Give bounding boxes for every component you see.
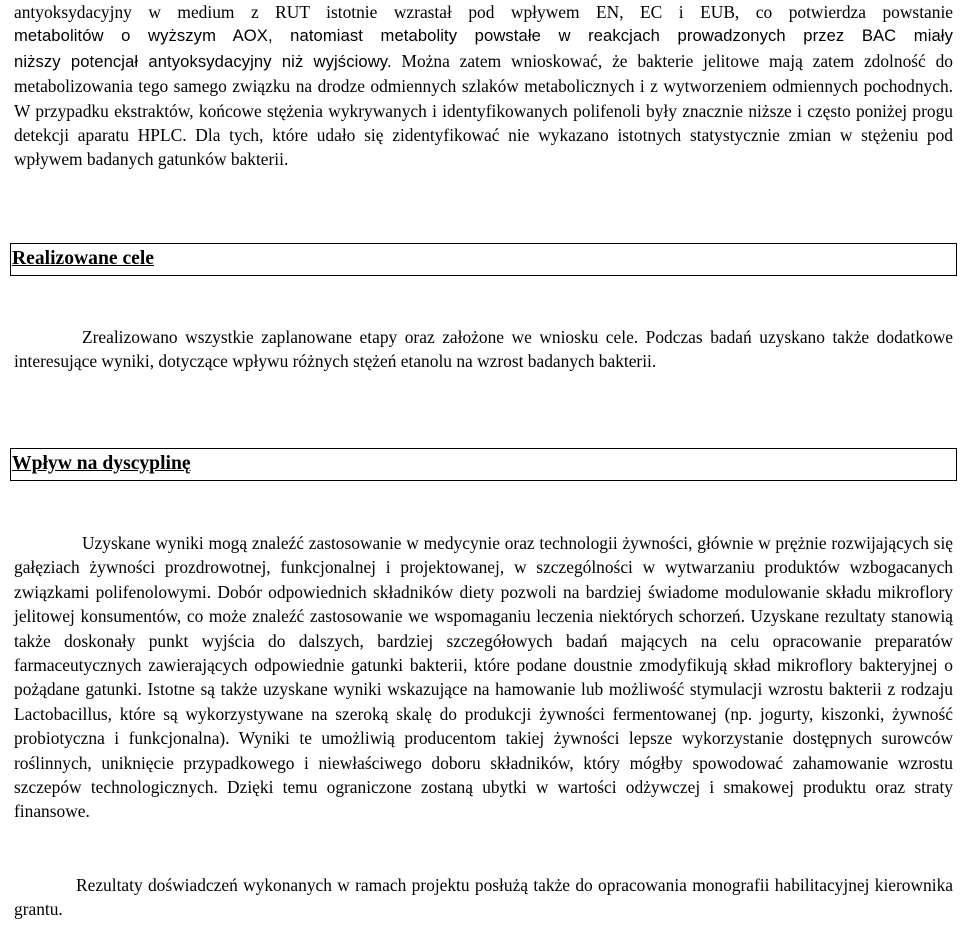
- intro-line-1: antyoksydacyjny w medium z RUT istotnie wzrastał pod wpływem EN, EC i EUB, co potwierdza powstanie: [14, 2, 953, 22]
- impact-paragraph-2: Rezultaty doświadczeń wykonanych w ramach projektu posłużą także do opracowania monografii habilitacyjnej kierownika grantu.: [14, 875, 953, 920]
- impact-paragraph-1: Uzyskane wyniki mogą znaleźć zastosowanie w medycynie oraz technologii żywności, głównie w prężnie rozwijających się gałęziach żywności prozdrowotnej, funkcjonalnej i projektowanej, w szczególności w wytwarzaniu produktów wzbogacanych związkami polifenolowymi. Dobór odpowiednich składników diety pozwoli na bardziej świadome modulowanie składu mikroflory jelitowej konsumentów, co może znaleźć zastosowanie we wspomaganiu leczenia niektórych schorzeń. Uzyskane rezultaty stanowią także doskonały punkt wyjścia do dalszych, bardziej szczegółowych badań mających na celu opracowanie preparatów farmaceutycznych zawierających odpowiednie gatunki bakterii, które podane doustnie zmodyfikują skład mikroflory bakteryjnej o pożądane gatunki. Istotne są także uzyskane wyniki wskazujące na hamowanie lub możliwość stymulacji wzrostu bakterii z rodzaju Lactobacillus, które są wykorzystywane na szeroką skalę do produkcji żywności fermentowanej (np. jogurty, kiszonki, żywność probiotyczna i funkcjonalna). Wyniki te umożliwią producentom takiej żywności lepsze wykorzystanie dostępnych surowców roślinnych, uniknięcie przypadkowego i niewłaściwego doboru składników, który mógłby spowodować zahamowanie wzrostu szczepów technologicznych. Dzięki temu ograniczone zostaną ubytki w wartości odżywczej i smakowej produktu oraz straty finansowe.: [14, 533, 953, 822]
- intro-line-3-start: niższy potencjał antyoksydacyjny niż wyjściowy.: [14, 51, 392, 71]
- section-heading-goals: [10, 243, 957, 276]
- goals-paragraph: Zrealizowano wszystkie zaplanowane etapy oraz założone we wniosku cele. Podczas badań uzyskano także dodatkowe interesujące wyniki, dotyczące wpływu różnych stężeń etanolu na wzrost badanych bakterii.: [14, 327, 953, 372]
- intro-paragraph: [14, 0, 953, 172]
- intro-rest: Można zatem wnioskować, że bakterie jelitowe mają zatem zdolność do metabolizowania tego samego związku na drodze odmiennych szlaków metabolicznych i z wytworzeniem odmiennych pochodnych. W przypadku ekstraktów, końcowe stężenia wykrywanych i identyfikowanych polifenoli były znacznie niższe i często poniżej progu detekcji aparatu HPLC. Dla tych, które udało się zidentyfikować nie wykazano istotnych statystycznie zmian w stężeniu pod wpływem badanych gatunków bakterii.: [14, 50, 953, 170]
- intro-line-2: metabolitów o wyższym AOX, natomiast metabolity powstałe w reakcjach prowadzonych przez BAC miały: [14, 26, 953, 46]
- impact-heading-text: Wpływ na dyscyplinę: [12, 453, 191, 474]
- intro-line-3-and-rest: [14, 49, 953, 172]
- goals-heading-text: Realizowane cele: [12, 248, 154, 269]
- section-heading-impact: [10, 448, 957, 481]
